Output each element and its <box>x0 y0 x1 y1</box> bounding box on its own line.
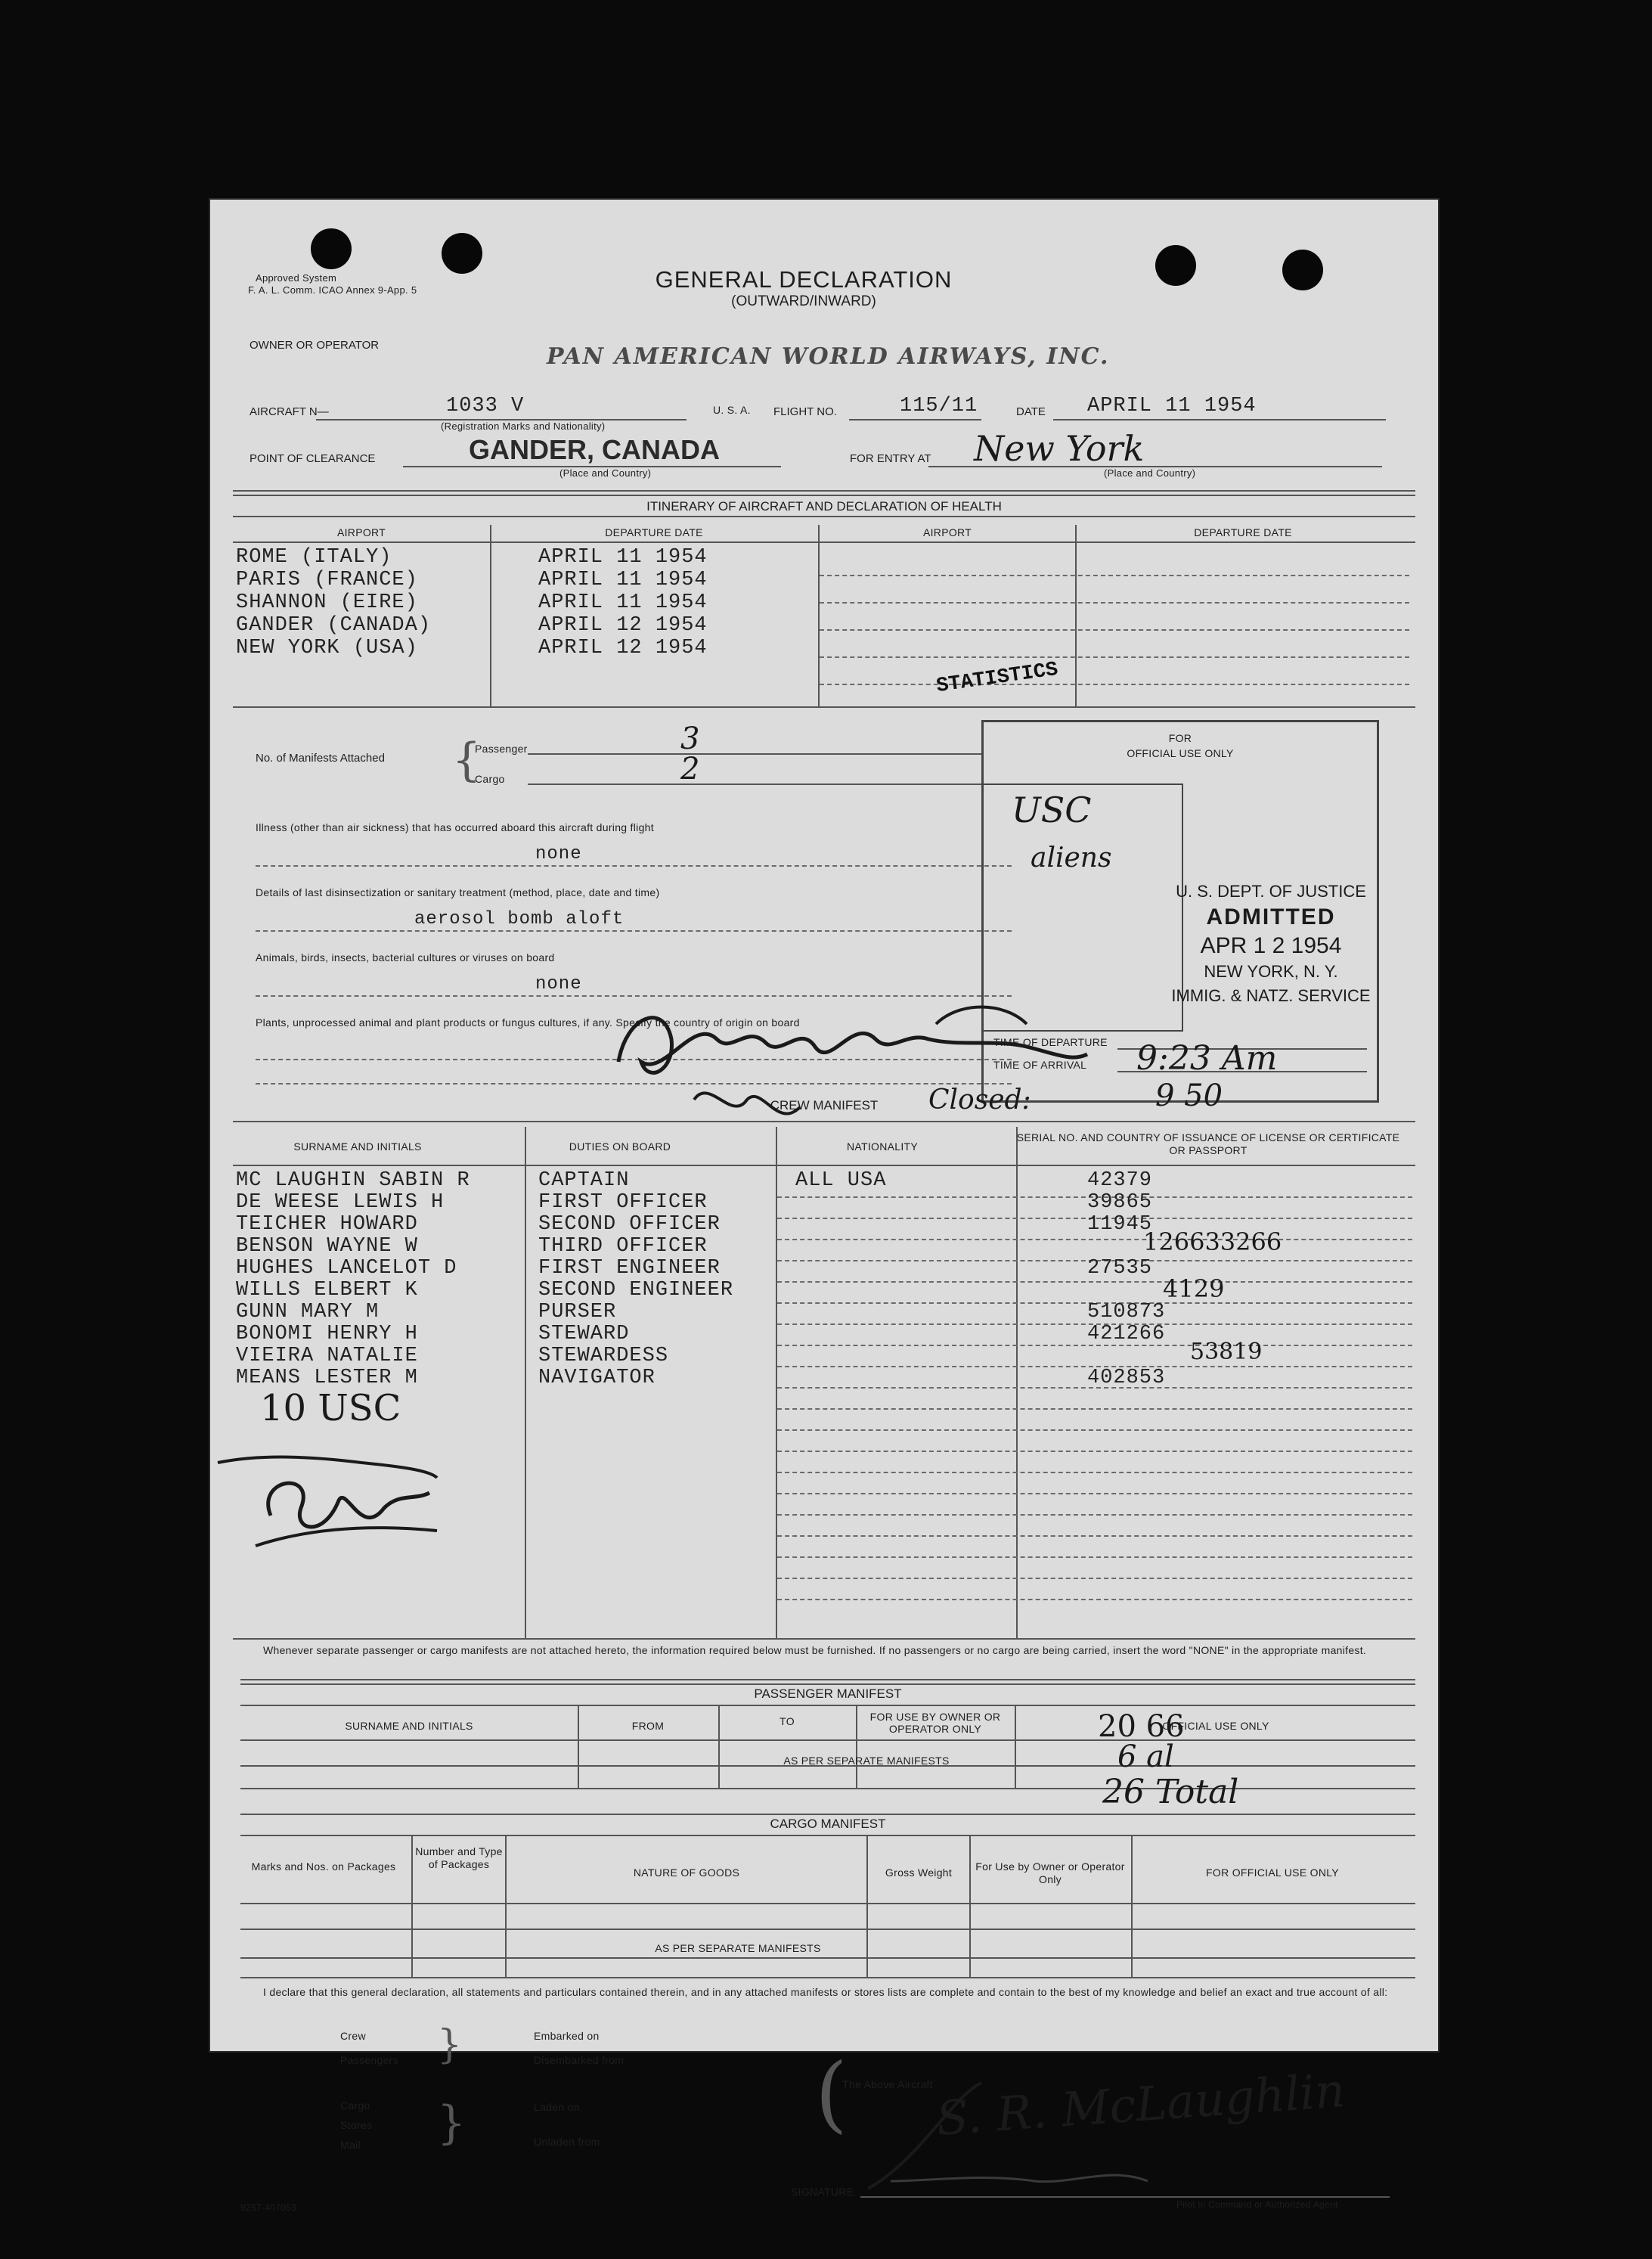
registration-caption: (Registration Marks and Nationality) <box>441 420 606 432</box>
time-departure-label: TIME OF DEPARTURE <box>993 1036 1108 1048</box>
flight-date: APRIL 11 1954 <box>1087 395 1257 417</box>
stamp-dept: U. S. DEPT. OF JUSTICE <box>1176 882 1366 901</box>
signature-label: SIGNATURE <box>791 2186 854 2198</box>
fal-reference: F. A. L. Comm. ICAO Annex 9-App. 5 <box>248 284 417 296</box>
punch-hole <box>311 228 352 269</box>
crew-hand-note: 10 USC <box>260 1387 401 1429</box>
crew-name: GUNN MARY M <box>236 1301 380 1323</box>
decl-above-aircraft: The Above Aircraft <box>842 2078 933 2090</box>
admitted-stamp <box>1161 882 1381 1006</box>
passenger-col-from: FROM <box>631 1720 665 1732</box>
cargo-col-official: FOR OFFICIAL USE ONLY <box>1206 1866 1339 1879</box>
crew-col-serial: SERIAL NO. AND COUNTRY OF ISSUANCE OF LICENSE OR CERTIFICATE OR PASSPORT <box>1016 1131 1400 1156</box>
crew-duty: FIRST ENGINEER <box>538 1257 721 1280</box>
crew-name: HUGHES LANCELOT D <box>236 1257 457 1280</box>
official-note-usc: USC <box>1012 790 1092 830</box>
punch-hole <box>1155 245 1196 286</box>
punch-hole <box>1282 250 1323 290</box>
crew-col-nationality: NATIONALITY <box>846 1140 919 1153</box>
decl-brace-3: ( <box>815 2045 848 2142</box>
cargo-manifests-count: 2 <box>680 752 700 787</box>
stamp-date: APR 1 2 1954 <box>1200 933 1342 958</box>
itinerary-col-departure-2: DEPARTURE DATE <box>1194 526 1292 538</box>
crew-serial: 27535 <box>1087 1257 1153 1280</box>
captain-signature-stroke <box>860 2068 1284 2204</box>
itinerary-airport: PARIS (FRANCE) <box>236 569 418 591</box>
owner-label: OWNER OR OPERATOR <box>250 339 380 352</box>
official-for: FOR <box>1168 732 1192 744</box>
owner-value: PAN AMERICAN WORLD AIRWAYS, INC. <box>547 343 1110 370</box>
crew-name: MC LAUGHIN SABIN R <box>236 1169 470 1192</box>
passenger-heading: PASSENGER MANIFEST <box>754 1686 902 1701</box>
illness-label: Illness (other than air sickness) that has occurred aboard this aircraft during flight <box>256 821 654 833</box>
usa-label: U. S. A. <box>713 404 751 416</box>
manifests-brace: { <box>452 734 482 787</box>
cargo-label: Cargo <box>475 773 505 785</box>
passenger-count-2: 6 al <box>1117 1739 1174 1774</box>
flight-number: 115/11 <box>900 395 978 417</box>
crew-nationality: ALL USA <box>795 1169 887 1192</box>
aircraft-registration: 1033 V <box>446 395 525 417</box>
itinerary-airport: NEW YORK (USA) <box>236 637 418 659</box>
crew-serial: 402853 <box>1087 1367 1166 1389</box>
passenger-col-official: OFFICIAL USE ONLY <box>1162 1720 1269 1732</box>
crew-serial: 510873 <box>1087 1301 1166 1323</box>
passenger-total: 26 Total <box>1102 1773 1239 1811</box>
itinerary-col-departure: DEPARTURE DATE <box>605 526 703 538</box>
decl-cargo: Cargo <box>340 2099 370 2112</box>
crew-serial: 42379 <box>1087 1169 1153 1192</box>
punch-hole <box>442 233 482 274</box>
form-number: 9257-407053 <box>240 2202 297 2213</box>
passenger-manifests-count: 3 <box>680 721 700 756</box>
entry-caption: (Place and Country) <box>1104 467 1196 479</box>
itinerary-date: APRIL 12 1954 <box>538 637 708 659</box>
cargo-heading: CARGO MANIFEST <box>770 1817 886 1831</box>
crew-duty: NAVIGATOR <box>538 1367 656 1389</box>
itinerary-airport: GANDER (CANADA) <box>236 614 432 637</box>
official-use-label: OFFICIAL USE ONLY <box>1127 747 1234 759</box>
cargo-col-number: Number and Type of Packages <box>415 1845 503 1870</box>
approved-system: Approved System <box>256 272 337 284</box>
statistics-stamp: STATISTICS <box>934 658 1060 699</box>
decl-laden: Laden on <box>534 2101 580 2113</box>
itinerary-heading: ITINERARY OF AIRCRAFT AND DECLARATION OF HEALTH <box>646 499 1002 514</box>
crew-name: BENSON WAYNE W <box>236 1235 418 1258</box>
time-arrival-label: TIME OF ARRIVAL <box>993 1059 1087 1071</box>
itinerary-col-airport-2: AIRPORT <box>922 526 972 538</box>
passenger-col-to: TO <box>780 1715 795 1727</box>
manifest-notice: Whenever separate passenger or cargo manifests are not attached hereto, the information required below must be furnished. If no passengers or no cargo are being carried, insert the word "NONE" in the appropriate manifest. <box>263 1644 1367 1656</box>
crew-col-duty: DUTIES ON BOARD <box>569 1140 671 1153</box>
itinerary-airport: SHANNON (EIRE) <box>236 591 418 614</box>
signature-caption: Pilot in Command or Authorized Agent <box>1176 2199 1338 2210</box>
aircraft-label: AIRCRAFT N— <box>250 405 329 418</box>
disinsect-value: aerosol bomb aloft <box>414 909 625 929</box>
flight-label: FLIGHT NO. <box>773 405 837 418</box>
crew-initials-scribble <box>210 1425 452 1553</box>
passenger-col-name: SURNAME AND INITIALS <box>345 1720 473 1732</box>
cargo-col-goods: NATURE OF GOODS <box>633 1866 740 1879</box>
stamp-service: IMMIG. & NATZ. SERVICE <box>1171 986 1371 1005</box>
itinerary-col-airport: AIRPORT <box>336 526 386 538</box>
clearance-value: GANDER, CANADA <box>469 434 720 465</box>
decl-embarked: Embarked on <box>534 2030 600 2042</box>
cargo-col-weight: Gross Weight <box>885 1866 953 1879</box>
date-label: DATE <box>1016 405 1046 418</box>
crew-heading: CREW MANIFEST <box>770 1098 879 1112</box>
place-caption: (Place and Country) <box>559 467 652 479</box>
plants-label: Plants, unprocessed animal and plant products or fungus cultures, if any. Specify the country of origin on board <box>256 1016 800 1029</box>
crew-duty: STEWARDESS <box>538 1345 669 1367</box>
manifests-label: No. of Manifests Attached <box>256 752 385 765</box>
decl-brace-2: } <box>437 2096 466 2149</box>
disinsect-label: Details of last disinsectization or sanitary treatment (method, place, date and time) <box>256 886 660 898</box>
clearance-label: POINT OF CLEARANCE <box>250 452 376 465</box>
itinerary-date: APRIL 12 1954 <box>538 614 708 637</box>
time-arrival-value: 9:23 Am <box>1136 1039 1278 1078</box>
form-subtitle: (OUTWARD/INWARD) <box>731 293 876 309</box>
cargo-separate: AS PER SEPARATE MANIFESTS <box>655 1942 821 1954</box>
crew-serial: 421266 <box>1087 1323 1166 1345</box>
passenger-separate: AS PER SEPARATE MANIFESTS <box>783 1755 950 1767</box>
crew-duty: PURSER <box>538 1301 617 1323</box>
animals-value: none <box>535 974 582 995</box>
decl-disembarked: Disembarked from <box>534 2054 625 2066</box>
itinerary-date: APRIL 11 1954 <box>538 569 708 591</box>
decl-brace-1: } <box>437 2022 463 2068</box>
crew-name: MEANS LESTER M <box>236 1367 418 1389</box>
crew-name: WILLS ELBERT K <box>236 1279 418 1302</box>
entry-value: New York <box>974 428 1145 469</box>
itinerary-airport: ROME (ITALY) <box>236 546 392 569</box>
crew-name: TEICHER HOWARD <box>236 1213 418 1236</box>
crew-col-name: SURNAME AND INITIALS <box>293 1140 422 1153</box>
decl-passengers: Passengers <box>340 2054 398 2066</box>
crew-name: DE WEESE LEWIS H <box>236 1191 445 1214</box>
crew-duty: THIRD OFFICER <box>538 1235 708 1258</box>
crew-duty: FIRST OFFICER <box>538 1191 708 1214</box>
stamp-city: NEW YORK, N. Y. <box>1204 962 1338 981</box>
crew-note: 53819 <box>1190 1339 1263 1365</box>
decl-stores: Stores <box>340 2119 373 2131</box>
itinerary-date: APRIL 11 1954 <box>538 546 708 569</box>
passenger-col-owner: FOR USE BY OWNER OR OPERATOR ONLY <box>869 1711 1001 1735</box>
crew-duty: SECOND OFFICER <box>538 1213 721 1236</box>
cargo-col-owner: For Use by Owner or Operator Only <box>975 1860 1125 1885</box>
official-note-aliens: aliens <box>1031 842 1112 874</box>
crew-note: 4129 <box>1163 1274 1225 1303</box>
decl-unladen: Unladen from <box>534 2136 600 2148</box>
animals-label: Animals, birds, insects, bacterial cultures or viruses on board <box>256 951 555 963</box>
form-title: GENERAL DECLARATION <box>655 266 953 293</box>
cargo-col-marks: Marks and Nos. on Packages <box>251 1860 396 1873</box>
closed-label: Closed: <box>928 1085 1031 1116</box>
decl-crew: Crew <box>340 2030 366 2042</box>
crew-serial: 39865 <box>1087 1191 1153 1214</box>
crew-serial: 11945 <box>1087 1213 1153 1236</box>
crew-name: BONOMI HENRY H <box>236 1323 418 1345</box>
illness-value: none <box>535 844 582 864</box>
stamp-admitted: ADMITTED <box>1206 905 1336 929</box>
crew-duty: SECOND ENGINEER <box>538 1279 734 1302</box>
decl-mail: Mail <box>340 2139 361 2151</box>
crew-duty: STEWARD <box>538 1323 630 1345</box>
captain-signature: S. R. McLaughlin <box>934 2062 1347 2146</box>
entry-label: FOR ENTRY AT <box>850 452 931 465</box>
closed-value: 9 50 <box>1155 1078 1223 1113</box>
passenger-label: Passenger <box>475 743 528 755</box>
crew-note: 126633266 <box>1143 1227 1282 1256</box>
crew-name: VIEIRA NATALIE <box>236 1345 418 1367</box>
crew-duty: CAPTAIN <box>538 1169 630 1192</box>
passenger-count-1: 20 66 <box>1098 1709 1185 1744</box>
declaration-form <box>210 200 1438 2213</box>
itinerary-date: APRIL 11 1954 <box>538 591 708 614</box>
declaration-text: I declare that this general declaration, all statements and particulars contained therein, and in any attached manifests or stores lists are complete and contain to the best of my knowledge and belief an exact and true account of all: <box>263 1986 1388 1998</box>
